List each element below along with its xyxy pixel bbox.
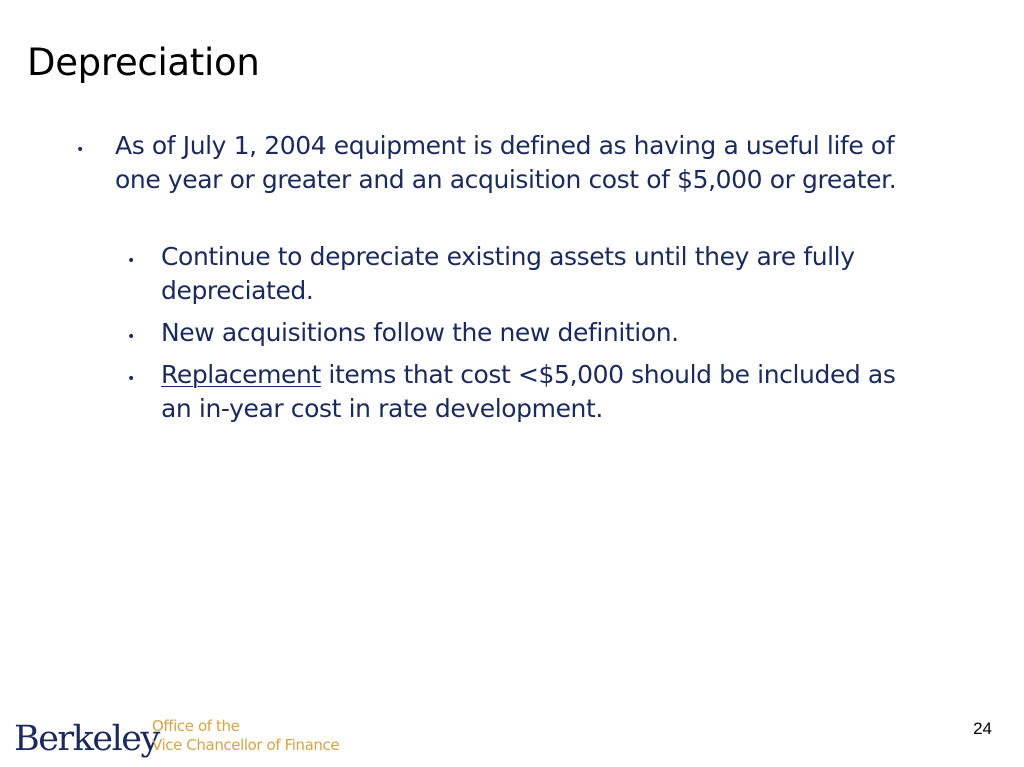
office-line-1: Office of the	[152, 717, 240, 735]
sub-bullet-text: items that cost <$5,000 should be included as an in-year cost in rate development.	[161, 360, 896, 423]
sub-bullet-item	[127, 358, 921, 426]
slide-title: Depreciation	[27, 41, 260, 84]
sub-bullet-item	[127, 316, 921, 350]
underlined-term: Replacement	[161, 360, 321, 389]
bullet-text: As of July 1, 2004 equipment is defined as having a useful life of one year or greater and an acquisition cost of $5,000 or greater.	[115, 131, 897, 194]
berkeley-finance-logo	[14, 716, 344, 762]
bullet-marker: •	[127, 329, 135, 345]
page-number: 24	[973, 719, 992, 738]
sub-bullet-text: New acquisitions follow the new definition.	[161, 318, 679, 347]
berkeley-wordmark: Berkeley	[14, 719, 159, 759]
bullet-marker: •	[76, 142, 84, 158]
bullet-item	[76, 129, 905, 197]
office-line-2: Vice Chancellor of Finance	[152, 736, 340, 754]
bullet-marker: •	[127, 253, 135, 269]
office-name	[152, 717, 339, 755]
sub-bullet-item	[127, 240, 921, 308]
bullet-marker: •	[127, 371, 135, 387]
sub-bullet-text: Continue to depreciate existing assets until they are fully depreciated.	[161, 242, 855, 305]
